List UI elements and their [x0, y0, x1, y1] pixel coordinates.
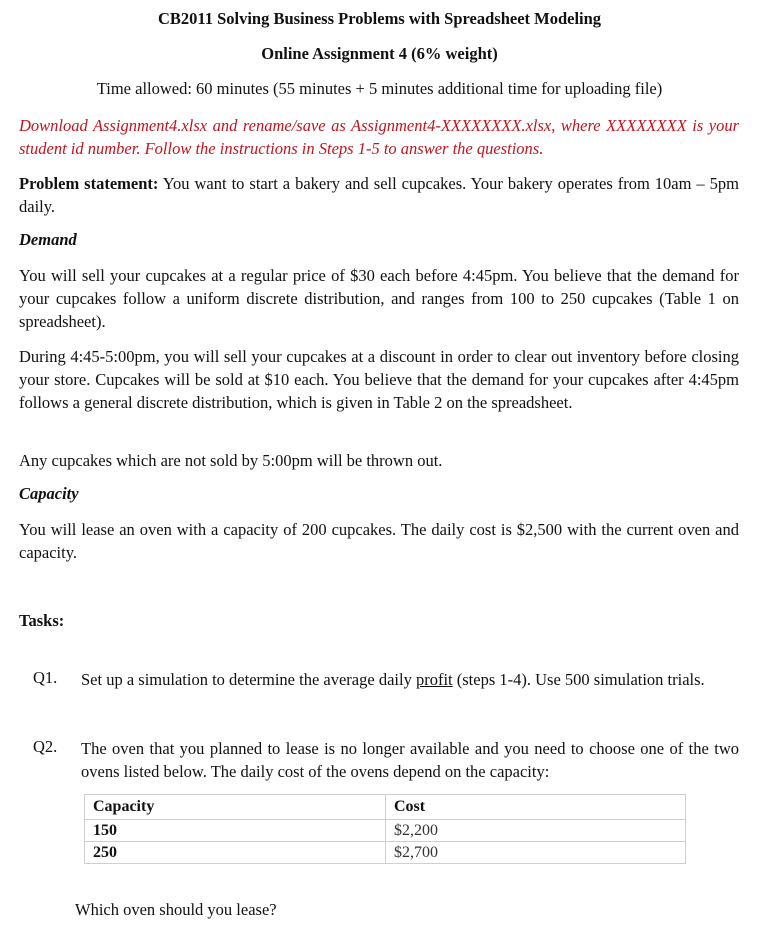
demand-paragraph-3: Any cupcakes which are not sold by 5:00pm will be thrown out.: [19, 451, 443, 470]
q2-number: Q2.: [33, 737, 58, 756]
q1-text-pre: Set up a simulation to determine the average daily: [81, 670, 412, 689]
time-allowed: Time allowed: 60 minutes (55 minutes + 5 minutes additional time for uploading file): [96, 79, 663, 98]
document-title: CB2011 Solving Business Problems with Spreadsheet Modeling: [157, 9, 602, 28]
table-row: [85, 842, 686, 864]
oven-cost-cell: $2,700: [386, 842, 686, 864]
oven-cost-cell: $2,200: [386, 820, 686, 842]
q1-text: [81, 668, 739, 691]
oven-table: [84, 794, 686, 864]
demand-heading: Demand: [19, 230, 77, 249]
tasks-heading: Tasks:: [19, 611, 65, 630]
oven-table-header-row: [85, 795, 686, 820]
document-subtitle: Online Assignment 4 (6% weight): [261, 44, 498, 63]
final-question: Which oven should you lease?: [75, 900, 277, 919]
q2-text: The oven that you planned to lease is no longer available and you need to choose one of the two ovens listed below. The daily cost of the ovens depend on the capacity:: [81, 739, 739, 781]
q1-text-post: (steps 1-4). Use 500 simulation trials.: [456, 670, 705, 689]
demand-paragraph-2: During 4:45-5:00pm, you will sell your cupcakes at a discount in order to clear out inventory before closing your store. Cupcakes will be sold at $10 each. You believe that the demand for your cupcakes after 4:45pm follows a general discrete distribution, which is given in Table 2 on the spreadsheet.: [19, 347, 739, 412]
problem-statement-label: Problem statement:: [19, 174, 159, 193]
oven-table-header-cost: Cost: [386, 795, 686, 820]
capacity-heading: Capacity: [19, 484, 79, 503]
download-instructions: Download Assignment4.xlsx and rename/save as Assignment4-XXXXXXXX.xlsx, where XXXXXXXX is your student id number. Follow the instructions in Steps 1-5 to answer the questions.: [19, 116, 739, 158]
oven-capacity-cell: 150: [85, 820, 386, 842]
q1-number: Q1.: [33, 668, 58, 687]
problem-statement-text: You want to start a bakery and sell cupcakes. Your bakery operates from 10am – 5pm daily.: [19, 174, 739, 216]
table-row: [85, 820, 686, 842]
q1-underlined-profit: profit: [415, 670, 453, 689]
oven-table-header-capacity: Capacity: [85, 795, 386, 820]
oven-capacity-cell: 250: [85, 842, 386, 864]
capacity-paragraph: You will lease an oven with a capacity of 200 cupcakes. The daily cost is $2,500 with the current oven and capacity.: [19, 520, 739, 562]
problem-statement: [19, 172, 739, 218]
demand-paragraph-1: You will sell your cupcakes at a regular price of $30 each before 4:45pm. You believe that the demand for your cupcakes follow a uniform discrete distribution, and ranges from 100 to 250 cupcakes (Table 1 on spreadsheet).: [19, 266, 739, 331]
